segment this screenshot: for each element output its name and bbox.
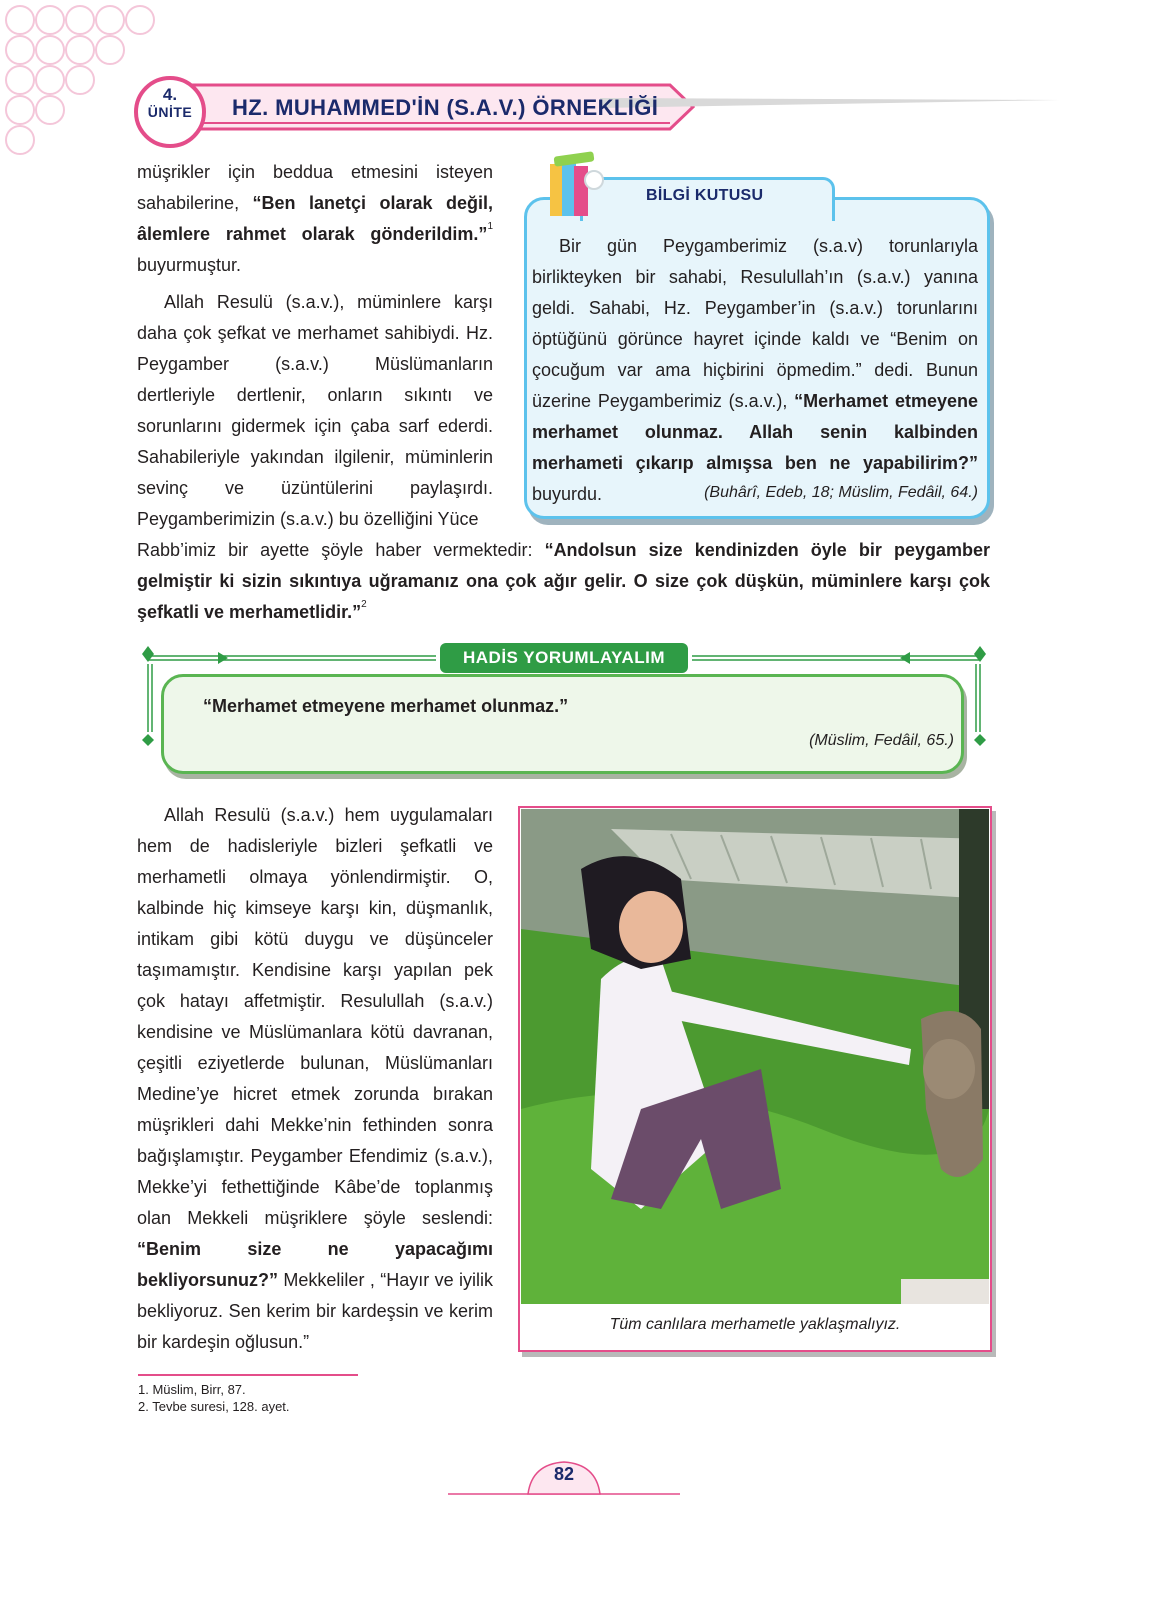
footnote-1: 1. Müslim, Birr, 87. [138, 1382, 246, 1397]
footnote-ref-2: 2 [361, 599, 367, 610]
footnote-divider [138, 1374, 358, 1376]
girl-petting-cat-photo [521, 809, 989, 1304]
unit-number: 4. [162, 85, 178, 104]
quote-ayet: “Andolsun size kendinizden öyle bir peygamber gelmiştir ki sizin sıkıntıya uğramanız ona çok ağır gelir. O size çok düşkün, müminlere karşı çok şefkatli ve merhametlidir.” [137, 540, 990, 622]
paragraph-sefkat: Allah Resulü (s.a.v.), müminlere karşı daha çok şefkat ve merhamet sahibiydi. Hz. Peygamber (s.a.v.) Müslümanların dertleriyle dertlenir, onların sıkıntı ve sorunlarını gidermek için çaba sarf ederdi. Sahabileriyle yakından ilgilenir, müminlerin sevinç ve üzüntülerini paylaşırdı. Peygamberimizin (s.a.v.) bu özelliğini Yüce [137, 292, 493, 529]
photo-caption: Tüm canlılara merhametle yaklaşmalıyız. [609, 1316, 901, 1333]
info-box-label: BİLGİ KUTUSU [646, 187, 764, 204]
page-number: 82 [553, 1464, 575, 1484]
paragraph-ayet: Rabb’imiz bir ayette şöyle haber vermektedir: “Andolsun size kendinizden öyle bir peygamber gelmiştir ki sizin sıkıntıya uğramanız ona çok ağır gelir. O size çok düşkün, müminlere karşı çok şefkatli ve merhametlidir.”$^2$ [137, 540, 990, 622]
info-box-text: Bir gün Peygamberimiz (s.a.v) torunlarıyla birlikteyken bir sahabi, Resulullah’ın (s.a.v.) yanına geldi. Sahabi, Hz. Peygamber’in (s.a.v.) torunlarını öptüğünü görünce hayret içinde kaldı ve “Benim on çocuğum var ama hiçbirini öpmedim.” dedi. Bunun üzerine Peygamberimiz (s.a.v.), “Merhamet etmeyene merhamet olunmaz. Allah senin kalbinden merhameti çıkarıp almışsa ben ne yapabilirim?” buyurdu. [532, 236, 978, 504]
hadis-source: (Müslim, Fedâil, 65.) [809, 732, 954, 749]
hadis-label: HADİS YORUMLAYALIM [440, 643, 688, 673]
quote-mekke: “Benim size ne yapacağımı bekliyorsunuz?” [137, 1239, 493, 1290]
quote-rahmet: “Ben lanetçi olarak değil, âlemlere rahmet olarak gönderildim.” [137, 193, 493, 244]
unit-word: ÜNİTE [147, 104, 193, 120]
hadis-box [161, 674, 964, 774]
page-title: HZ. MUHAMMED'İN (S.A.V.) ÖRNEKLİĞİ [232, 95, 659, 120]
hadis-quote: “Merhamet etmeyene merhamet olunmaz.” [203, 696, 569, 716]
footnote-2: 2. Tevbe suresi, 128. ayet. [138, 1399, 290, 1414]
paragraph-beddua: müşrikler için beddua etmesini isteyen sahabilerine, “Ben lanetçi olarak değil, âlemlere rahmet olarak gönderildim.”$^1$ buyurmuştur. [137, 162, 493, 275]
books-icon [546, 150, 604, 220]
unit-badge [134, 76, 206, 148]
info-box-source: (Buhârî, Edeb, 18; Müslim, Fedâil, 64.) [704, 484, 978, 501]
info-box-quote: “Merhamet etmeyene merhamet olunmaz. Allah senin kalbinden merhameti çıkarıp almışsa ben ne yapabilirim?” [532, 391, 978, 473]
header-tail-line [600, 96, 1060, 110]
footnote-ref-1: 1 [487, 221, 493, 232]
paragraph-affetme: Allah Resulü (s.a.v.) hem uygulamaları hem de hadisleriyle bizleri şefkatli ve merhametli olmaya yönlendirmiştir. O, kalbinde hiç kimseye karşı kin, düşmanlık, intikam gibi kötü duygu ve düşünceler taşımamıştır. Kendisine karşı yapılan pek çok hatayı affetmiştir. Resulullah (s.a.v.) kendisine ve Müslümanlara kötü davranan, çeşitli eziyetlerde bulunan, Müslümanları Medine’ye hicret etmek zorunda bırakan müşrikleri dahi Mekke’nin fethinden sonra bağışlamıştır. Peygamber Efendimiz (s.a.v.), Mekke’yi fethettiğinde Kâbe’de toplanmış olan Mekkeli müşriklere şöyle seslendi: “Benim size ne yapacağımı bekliyorsunuz?” Mekkeliler , “Hayır ve iyilik bekliyoruz. Sen kerim bir kardeşsin ve kerim bir kardeşin oğlusun.” [137, 805, 493, 1352]
